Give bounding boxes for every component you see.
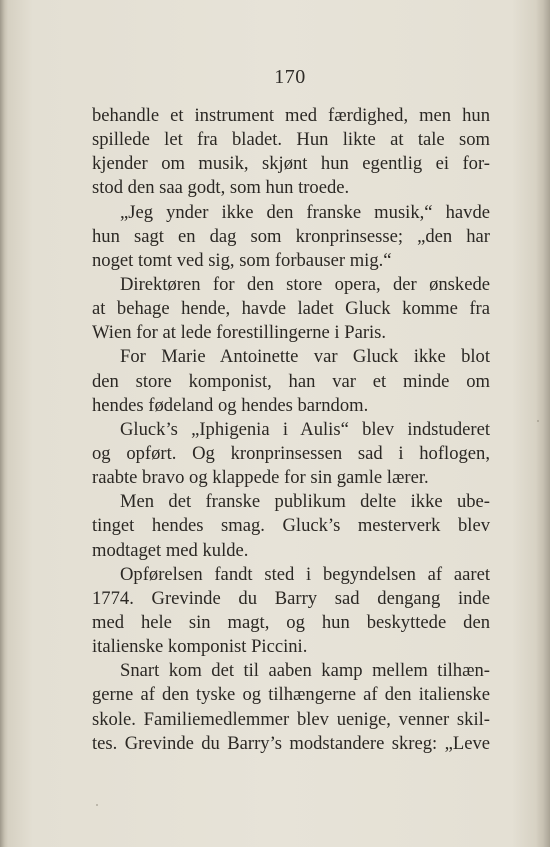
text-line: modtaget med kulde. [92, 539, 249, 561]
text-line: 1774. Grevinde du Barry sad dengang inde [92, 587, 490, 609]
text-line: For Marie Antoinette var Gluck ikke blot [120, 346, 490, 368]
text-line: behandle et instrument med færdighed, men hun [92, 105, 490, 126]
text-line: raabte bravo og klappede for sin gamle lærer. [92, 467, 429, 489]
body-text [92, 104, 490, 756]
page-right-edge [536, 0, 550, 847]
page-left-edge [0, 0, 8, 847]
text-line: den store komponist, han var et minde om [92, 370, 490, 392]
text-line: skole. Familiemedlemmer blev uenige, venner skil- [92, 708, 490, 730]
paper-speck [537, 420, 539, 422]
text-line: med hele sin magt, og hun beskyttede den [92, 611, 490, 633]
text-line: spillede let fra bladet. Hun likte at tale som [92, 129, 490, 151]
text-line: Opførelsen fandt sted i begyndelsen af aaret [120, 563, 490, 585]
text-line: stod den saa godt, som hun troede. [92, 177, 350, 199]
text-line: Gluck’s „Iphigenia i Aulis“ blev indstuderet [120, 418, 490, 440]
text-line: „Jeg ynder ikke den franske musik,“ havde [120, 201, 490, 223]
text-line: Men det franske publikum delte ikke ube- [120, 491, 490, 513]
text-line: Snart kom det til aaben kamp mellem tilhæn- [120, 660, 490, 682]
text-line: Wien for at lede forestillingerne i Paris. [92, 322, 387, 344]
text-line: at behage hende, havde ladet Gluck komme fra [92, 298, 490, 320]
text-line: kjender om musik, skjønt hun egentlig ei for- [92, 153, 490, 175]
text-line: hendes fødeland og hendes barndom. [92, 394, 369, 416]
text-line: tes. Grevinde du Barry’s modstandere skreg: „Leve [92, 732, 490, 754]
page-number: 170 [274, 66, 306, 88]
text-line: hun sagt en dag som kronprinsesse; „den har [92, 225, 490, 247]
text-line: og opført. Og kronprinsessen sad i hoflogen, [92, 442, 490, 464]
text-line: italienske komponist Piccini. [92, 636, 308, 658]
text-line: Direktøren for den store opera, der ønskede [120, 273, 490, 295]
text-line: tinget hendes smag. Gluck’s mesterverk blev [92, 515, 490, 537]
text-line: gerne af den tyske og tilhængerne af den italienske [92, 684, 490, 706]
paper-speck [96, 804, 98, 806]
text-line: noget tomt ved sig, som forbauser mig.“ [92, 249, 392, 271]
